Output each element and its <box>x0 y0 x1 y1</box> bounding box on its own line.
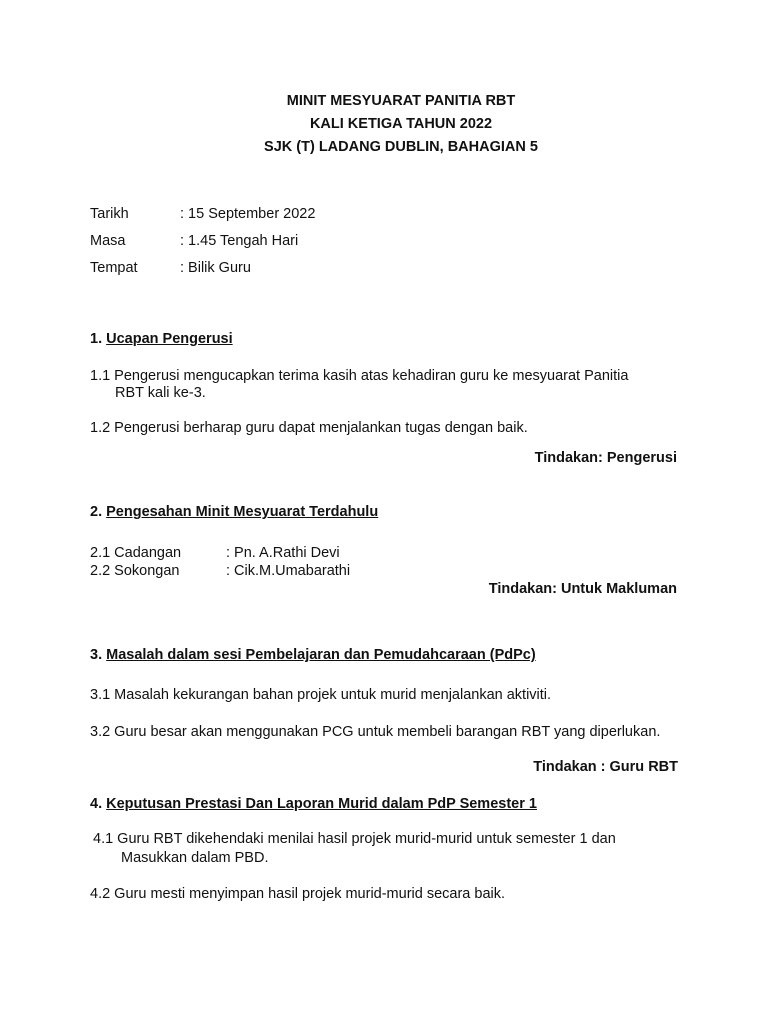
section-3-action: Tindakan : Guru RBT <box>533 759 678 775</box>
section-3-item-2: 3.2 Guru besar akan menggunakan PCG untuk membeli barangan RBT yang diperlukan. <box>90 724 661 740</box>
time-value: : 1.45 Tengah Hari <box>180 233 299 249</box>
section-4-item-1-line-1: 4.1 Guru RBT dikehendaki menilai hasil projek murid-murid untuk semester 1 dan <box>93 831 616 847</box>
time-label: Masa <box>90 233 126 249</box>
date-label: Tarikh <box>90 206 129 222</box>
place-label: Tempat <box>90 260 138 276</box>
section-2-number: 2. <box>90 504 103 520</box>
title-line-3: SJK (T) LADANG DUBLIN, BAHAGIAN 5 <box>264 139 538 155</box>
title-line-1: MINIT MESYUARAT PANITIA RBT <box>286 93 516 109</box>
section-2-item-2-label: 2.2 Sokongan <box>90 563 180 579</box>
section-1-heading <box>90 330 233 348</box>
section-3-title: Masalah dalam sesi Pembelajaran dan Pemudahcaraan (PdPc) <box>106 647 536 663</box>
section-3-number: 3. <box>90 647 103 663</box>
date-value: : 15 September 2022 <box>180 206 316 222</box>
section-3-item-1: 3.1 Masalah kekurangan bahan projek untuk murid menjalankan aktiviti. <box>90 687 552 703</box>
section-4-number: 4. <box>90 796 103 812</box>
section-4-title: Keputusan Prestasi Dan Laporan Murid dalam PdP Semester 1 <box>106 796 537 812</box>
section-1-item-1-line-2: RBT kali ke-3. <box>115 385 206 401</box>
section-2-title: Pengesahan Minit Mesyuarat Terdahulu <box>106 504 379 520</box>
place-value: : Bilik Guru <box>180 260 251 276</box>
section-4-heading <box>90 795 537 813</box>
section-3-heading <box>90 646 536 664</box>
section-4-item-1-line-2: Masukkan dalam PBD. <box>121 850 269 866</box>
section-2-item-1-label: 2.1 Cadangan <box>90 545 182 561</box>
section-2-action: Tindakan: Untuk Makluman <box>488 581 677 597</box>
section-1-number: 1. <box>90 331 103 347</box>
section-1-item-1-line-1: 1.1 Pengerusi mengucapkan terima kasih atas kehadiran guru ke mesyuarat Panitia <box>90 368 629 384</box>
section-2-heading <box>90 503 378 521</box>
section-1-action: Tindakan: Pengerusi <box>534 450 677 466</box>
title-line-2: KALI KETIGA TAHUN 2022 <box>309 116 493 132</box>
section-1-item-2: 1.2 Pengerusi berharap guru dapat menjalankan tugas dengan baik. <box>90 420 528 436</box>
section-2-item-1-value: : Pn. A.Rathi Devi <box>226 545 340 561</box>
section-2-item-2-value: : Cik.M.Umabarathi <box>226 563 351 579</box>
section-4-item-2: 4.2 Guru mesti menyimpan hasil projek murid-murid secara baik. <box>90 886 506 902</box>
section-1-title: Ucapan Pengerusi <box>106 331 233 347</box>
